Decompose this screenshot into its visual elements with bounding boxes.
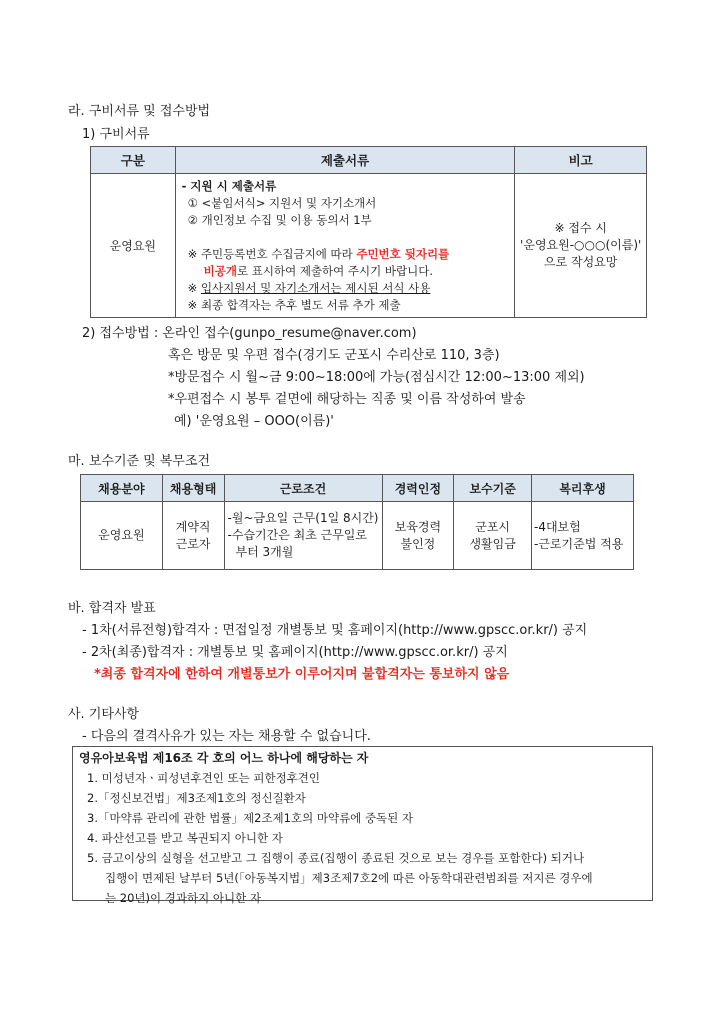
col-header-category: 구분	[91, 147, 176, 174]
doc-item-2: ② 개인정보 수집 및 이용 동의서 1부	[187, 213, 372, 227]
submission-line-5: 예) '운영요원 – OOO(이름)'	[174, 414, 334, 429]
documents-cell	[175, 174, 515, 318]
remark-line-2: '운영요원-○○○(이름)'	[520, 238, 642, 252]
disqualification-item-4: 4. 파산선고를 받고 복권되지 아니한 자	[87, 831, 283, 845]
submission-method: 2) 접수방법 : 온라인 접수(gunpo_resume@naver.com)	[82, 326, 417, 341]
docs-title: - 지원 시 제출서류	[181, 179, 277, 193]
conditions-cell: -월~금요일 근무(1일 8시간) -수습기간은 최초 근무일로 부터 3개월	[224, 502, 382, 570]
documents-table	[90, 146, 647, 318]
submission-line-2: 혹은 방문 및 우편 접수(경기도 군포시 수리산로 110, 3층)	[168, 348, 500, 363]
col-header-field: 채용분야	[81, 475, 163, 502]
section-ba-title: 바. 합격자 발표	[68, 601, 156, 616]
remark-line-3: 으로 작성요망	[544, 255, 618, 269]
disqualification-item-5-cont-2: 는 20년)이 경과하지 아니한 자	[105, 891, 261, 905]
col-header-career: 경력인정	[382, 475, 454, 502]
col-header-pay: 보수기준	[454, 475, 532, 502]
note-1-cont: 비공개로 표시하여 제출하여 주시기 바랍니다.	[203, 264, 434, 278]
subsection-documents-title: 1) 구비서류	[82, 127, 150, 142]
welfare-cell: -4대보험 -근로기준법 적용	[532, 502, 634, 570]
note-1: ※ 주민등록번호 수집금지에 따라 주민번호 뒷자리를	[187, 247, 450, 261]
disqualification-item-5-cont-1: 집행이 면제된 날부터 5년(「아동복지법」제3조제7호2에 따른 아동학대관련범죄를 저지른 경우에	[105, 871, 593, 885]
section-ma-title: 마. 보수기준 및 복무조건	[68, 454, 211, 469]
col-header-welfare: 복리후생	[532, 475, 634, 502]
col-header-conditions: 근로조건	[224, 475, 382, 502]
conditions-table	[80, 474, 634, 570]
col-header-documents: 제출서류	[175, 147, 515, 174]
disqualification-item-2: 2.「정신보건법」제3조제1호의 정신질환자	[87, 791, 306, 805]
submission-line-3: *방문접수 시 월~금 9:00~18:00에 가능(점심시간 12:00~13:00 제외)	[168, 370, 585, 385]
disqualification-box-title: 영유아보육법 제16조 각 호의 어느 하나에 해당하는 자	[79, 751, 369, 765]
section-sa-title: 사. 기타사항	[68, 707, 140, 722]
col-header-remarks: 비고	[515, 147, 647, 174]
col-header-type: 채용형태	[162, 475, 224, 502]
remarks-cell	[515, 174, 647, 318]
type-cell: 계약직 근로자	[162, 502, 224, 570]
pay-cell: 군포시 생활임금	[454, 502, 532, 570]
announce-line-1: - 1차(서류전형)합격자 : 면접일정 개별통보 및 홈페이지(http://www.gpscc.or.kr/) 공지	[82, 623, 588, 638]
disqualification-item-3: 3.「마약류 관리에 관한 법률」제2조제1호의 마약류에 중독된 자	[87, 811, 414, 825]
note-3: ※ 최종 합격자는 추후 별도 서류 추가 제출	[187, 298, 401, 312]
field-cell: 운영요원	[81, 502, 163, 570]
disqualification-box	[72, 746, 653, 905]
disqualification-intro: - 다음의 결격사유가 있는 자는 채용할 수 없습니다.	[82, 729, 371, 744]
announce-line-2: - 2차(최종)합격자 : 개별통보 및 홈페이지(http://www.gpscc.or.kr/) 공지	[82, 645, 508, 660]
career-cell: 보육경력 불인정	[382, 502, 454, 570]
note-2: ※ 입사지원서 및 자기소개서는 제시된 서식 사용	[187, 281, 431, 295]
remark-line-1: ※ 접수 시	[554, 221, 607, 235]
section-ra-title: 라. 구비서류 및 접수방법	[68, 104, 211, 119]
disqualification-item-1: 1. 미성년자ㆍ피성년후견인 또는 피한정후견인	[87, 771, 321, 785]
category-cell: 운영요원	[91, 174, 176, 318]
disqualification-item-5: 5. 금고이상의 실형을 선고받고 그 집행이 종료(집행이 종료된 것으로 보는 경우를 포함한다) 되거나	[87, 851, 585, 865]
submission-line-4: *우편접수 시 봉투 겉면에 해당하는 직종 및 이름 작성하여 발송	[168, 392, 526, 407]
announce-notice: *최종 합격자에 한하여 개별통보가 이루어지며 불합격자는 통보하지 않음	[94, 667, 510, 682]
doc-item-1: ① <붙임서식> 지원서 및 자기소개서	[187, 196, 377, 210]
